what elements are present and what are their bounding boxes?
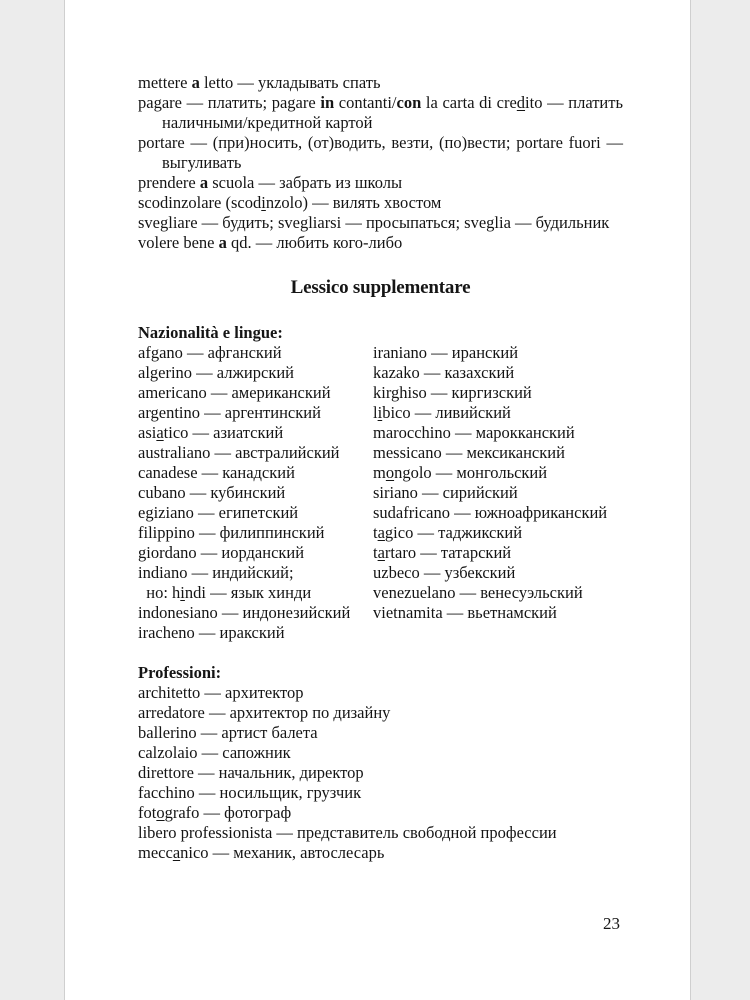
profession-entry: direttore — начальник, директор bbox=[138, 763, 364, 782]
nationality-entry: messicano — мексиканский bbox=[373, 443, 565, 462]
profession-entry: fotografo — фотограф bbox=[138, 803, 292, 822]
vocabulary-entry: portare — (при)носить, (от)водить, везти, (по)вести; portare fuori — выгуливать bbox=[138, 133, 623, 172]
nationality-entry: giordano — иорданский bbox=[138, 543, 305, 562]
nationality-entry: tartaro — татарский bbox=[373, 543, 512, 562]
vocabulary-entry: volere bene a qd. — любить кого-либо bbox=[138, 233, 403, 252]
page-number: 23 bbox=[603, 914, 620, 933]
nationality-entry: canadese — канадский bbox=[138, 463, 295, 482]
vocabulary-entry: mettere a letto — укладывать спать bbox=[138, 73, 381, 92]
nationality-entry: iraniano — иранский bbox=[373, 343, 519, 362]
profession-entry: ballerino — артист балета bbox=[138, 723, 318, 742]
section-title bbox=[138, 276, 623, 300]
vocabulary-entry: svegliare — будить; svegliarsi — просыпаться; sveglia — будильник bbox=[138, 213, 610, 232]
vocabulary-entry: scodinzolare (scodinzolo) — вилять хвостом bbox=[138, 193, 442, 212]
nationality-entry: marocchino — марокканский bbox=[373, 423, 575, 442]
nationality-entry: argentino — аргентинский bbox=[138, 403, 321, 422]
professions-list bbox=[138, 683, 623, 863]
nationality-entry: mongolo — монгольский bbox=[373, 463, 548, 482]
nationality-left-column bbox=[138, 343, 373, 643]
nationality-entry: libico — ливийский bbox=[373, 403, 511, 422]
nationality-entry: indonesiano — индонезийский bbox=[138, 603, 351, 622]
profession-entry: architetto — архитектор bbox=[138, 683, 304, 702]
profession-entry: libero professionista — представитель свободной профессии bbox=[138, 823, 557, 842]
nationality-entry: indiano — индийский; bbox=[138, 563, 294, 582]
nationality-entry: vietnamita — вьетнамский bbox=[373, 603, 557, 622]
spacer bbox=[138, 643, 623, 663]
nationality-entry: australiano — австралийский bbox=[138, 443, 340, 462]
nationality-entry: asiatico — азиатский bbox=[138, 423, 284, 442]
nationality-entry: egiziano — египетский bbox=[138, 503, 299, 522]
nationality-entry: uzbeco — узбекский bbox=[373, 563, 516, 582]
nationality-entry: cubano — кубинский bbox=[138, 483, 286, 502]
book-page bbox=[65, 0, 690, 1000]
profession-entry: calzolaio — сапожник bbox=[138, 743, 291, 762]
vocabulary-entry: pagare — платить; pagare in contanti/con la carta di credito — платить наличными/кредитной картой bbox=[138, 93, 624, 132]
nationality-entry: siriano — сирийский bbox=[373, 483, 518, 502]
professions-heading: Professioni: bbox=[138, 663, 222, 682]
page-content bbox=[138, 73, 623, 863]
nationality-entry: tagico — таджикский bbox=[373, 523, 523, 542]
nationality-entry: iracheno — иракский bbox=[138, 623, 285, 642]
nationality-entry: kirghiso — киргизский bbox=[373, 383, 532, 402]
nationality-entry: но: hindi — язык хинди bbox=[138, 583, 312, 602]
nationality-entry: filippino — филиппинский bbox=[138, 523, 325, 542]
nationality-columns bbox=[138, 343, 623, 643]
profession-entry: facchino — носильщик, грузчик bbox=[138, 783, 362, 802]
nationality-right-column bbox=[373, 343, 623, 643]
vocabulary-list bbox=[138, 73, 623, 253]
nationality-entry: algerino — алжирский bbox=[138, 363, 294, 382]
section-title-text: Lessico supplementare bbox=[290, 277, 471, 298]
nationality-entry: venezuelano — венесуэльский bbox=[373, 583, 583, 602]
profession-entry: meccanico — механик, автослесарь bbox=[138, 843, 385, 862]
profession-entry: arredatore — архитектор по дизайну bbox=[138, 703, 391, 722]
nationality-entry: kazako — казахский bbox=[373, 363, 515, 382]
vocabulary-entry: prendere a scuola — забрать из школы bbox=[138, 173, 403, 192]
nationality-entry: sudafricano — южноафриканский bbox=[373, 503, 608, 522]
nationality-entry: americano — американский bbox=[138, 383, 331, 402]
nationality-heading: Nazionalità e lingue: bbox=[138, 323, 283, 342]
nationality-entry: afgano — афганский bbox=[138, 343, 282, 362]
